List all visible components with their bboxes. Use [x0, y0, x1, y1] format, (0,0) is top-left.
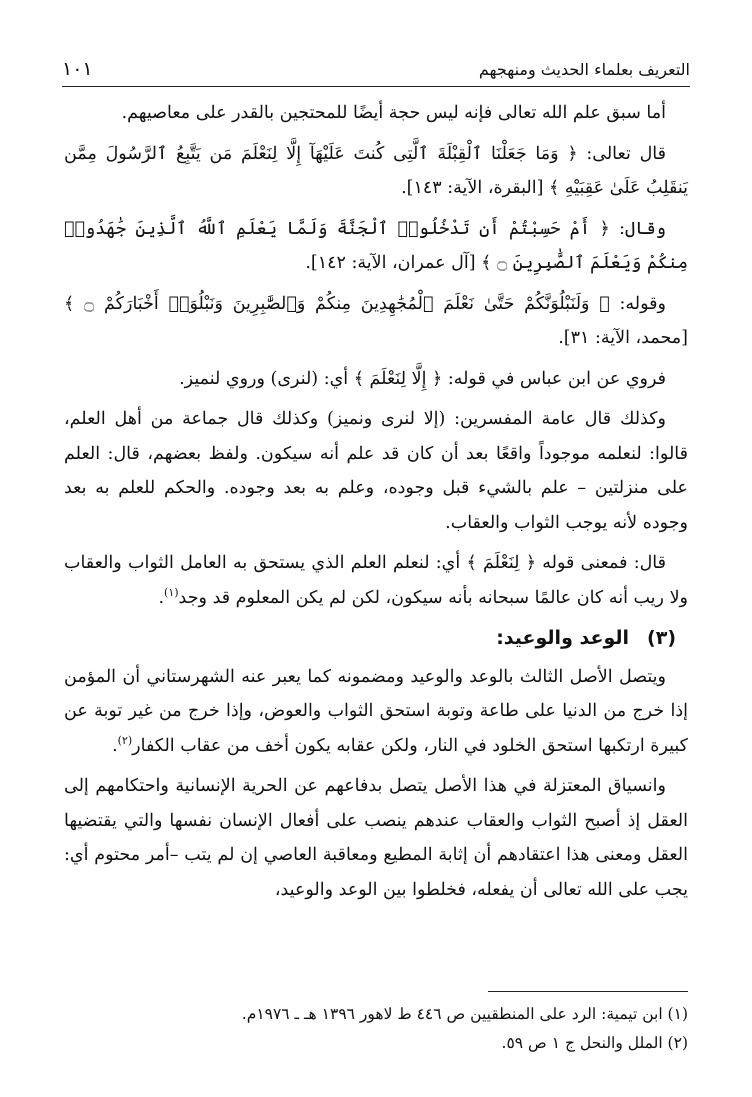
section-heading-number: (٣)	[647, 627, 676, 649]
paragraph-mufassirin: وكذلك قال عامة المفسرين: (إلا لنرى ونميز) وكذلك قال جماعة من أهل العلم، قالوا: لنعلمه موجوداً واقعًا بعد أن كان قد علم أنه سيكون. ولفظ بعضهم، قال: العلم على منزلتين – علم بالشيء قبل وجوده، وعلم به بعد وجوده. والحكم للعلم به بعد وجوده لأنه يوجب الثواب والعقاب.	[64, 409, 688, 533]
section-heading-title: الوعد والوعيد:	[496, 627, 630, 649]
paragraph-meaning	[64, 546, 688, 615]
footnote-divider	[488, 991, 688, 992]
footnote-1: (١) ابن تيمية: الرد على المنطقيين ص ٤٤٦ ط لاهور ١٣٩٦ هـ ـ ١٩٧٦م.	[241, 1005, 688, 1023]
section-heading	[64, 621, 676, 656]
paragraph-ibn-abbas: فروي عن ابن عباس في قوله: ﴿ إِلَّا لِنَعْلَمَ ﴾ أي: (لنرى) وروي لنميز.	[179, 368, 666, 389]
footnote-ref-2[interactable]: (٢)	[117, 733, 133, 747]
paragraph-wad-waid-end: .	[112, 735, 118, 756]
footnotes	[64, 1000, 688, 1058]
paragraph-wad-waid-text: ويتصل الأصل الثالث بالوعد والوعيد ومضمونه كما يعبر عنه الشهرستاني أن المؤمن إذا خرج من الدنيا على طاعة وتوبة استحق الثواب والعوض، وإذا خرج من غير توبة عن كبيرة ارتكبها استحق الخلود في النار، ولكن عقابه يكون أخف من عقاب الكفار	[64, 666, 688, 756]
page-header	[62, 52, 690, 87]
paragraph-wad-waid	[64, 660, 688, 764]
body-text	[64, 96, 688, 913]
paragraph-meaning-end: .	[158, 587, 165, 608]
paragraph-mutazila: وانسياق المعتزلة في هذا الأصل يتصل بدفاعهم عن الحرية الإنسانية واحتكامهم إلى العقل إذ أصبح الثواب والعقاب عندهم ينصب على أفعال الإنسان نفسها والتي يقتضيها العقل ومعنى هذا اعتقادهم أن إثابة المطيع ومعاقبة العاصي إن لم يتب –أمر محتوم أي: يجب على الله تعالى أن يفعله، فخلطوا بين الوعد والوعيد،	[64, 776, 688, 900]
paragraph-meaning-text: قال: فمعنى قوله ﴿ لِنَعْلَمَ ﴾ أي: لنعلم العلم الذي يستحق به العامل الثواب والعقاب ولا ريب أنه كان عالمًا سبحانه بأنه سيكون، لكن لم يكن المعلوم قد وجد	[64, 553, 688, 608]
page-number: ١٠١	[62, 58, 93, 80]
paragraph-quran-2: وقال: ﴿ أَمْ حَسِبْتُمْ أَن تَدْخُلُوا۟ ٱلْجَنَّةَ وَلَمَّا يَعْلَمِ ٱللَّهُ ٱلَّذِينَ جَٰهَدُوا۟ مِنكُمْ وَيَعْلَمَ ٱلصَّٰبِرِينَ ۝ ﴾ [آل عمران، الآية: ١٤٢].	[64, 218, 688, 273]
paragraph-quran-3: وقوله: ﴿ وَلَنَبْلُوَنَّكُمْ حَتَّىٰ نَعْلَمَ ٱلْمُجَٰهِدِينَ مِنكُمْ وَٱلصَّٰبِرِينَ وَنَبْلُوَا۟ أَخْبَارَكُمْ ۝ ﴾ [محمد، الآية: ٣١].	[64, 293, 688, 348]
paragraph-quran-1: قال تعالى: ﴿ وَمَا جَعَلْنَا ٱلْقِبْلَةَ ٱلَّتِى كُنتَ عَلَيْهَآ إِلَّا لِنَعْلَمَ مَن يَتَّبِعُ ٱلرَّسُولَ مِمَّن يَنقَلِبُ عَلَىٰ عَقِبَيْهِ ﴾ [البقرة، الآية: ١٤٣].	[64, 143, 688, 198]
paragraph-1: أما سبق علم الله تعالى فإنه ليس حجة أيضًا للمحتجين بالقدر على معاصيهم.	[121, 103, 666, 123]
running-title: التعريف بعلماء الحديث ومنهجهم	[478, 59, 690, 79]
footnote-2: (٢) الملل والنحل ج ١ ص ٥٩.	[501, 1034, 688, 1052]
footnote-ref-1[interactable]: (١)	[164, 585, 179, 599]
